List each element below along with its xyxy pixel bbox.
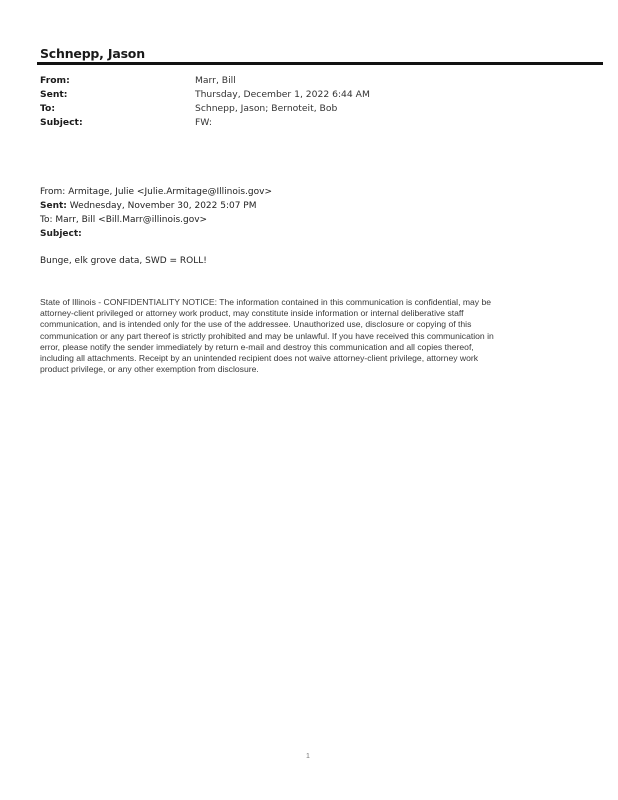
forwarded-subject-label: Subject: [40,229,82,239]
sent-label: Sent: [40,89,68,100]
forwarded-sent-label: Sent: [40,201,67,211]
notice-line: State of Illinois - CONFIDENTIALITY NOTICE: The information contained in this communication is confidential, may be [40,297,492,307]
header-divider [37,62,603,65]
subject-value: FW: [195,117,212,128]
to-label: To: [40,103,56,114]
forwarded-to-line: To: Marr, Bill <Bill.Marr@illinois.gov> [40,215,208,225]
from-label: From: [40,75,70,86]
notice-line: error, please notify the sender immediately by return e-mail and destroy this communication and all copies thereof, [40,341,474,352]
page-number: 1 [306,753,310,760]
forwarded-sent-value: Wednesday, November 30, 2022 5:07 PM [69,201,257,211]
subject-label: Subject: [40,117,83,128]
to-value: Schnepp, Jason; Bernoteit, Bob [195,103,338,114]
notice-line: attorney-client privileged or attorney work product, may constitute inside information or internal deliberative staff [40,308,464,319]
forwarded-from-line: From: Armitage, Julie <Julie.Armitage@Illinois.gov> [40,187,272,197]
confidentiality-notice [40,297,575,375]
from-value: Marr, Bill [195,75,236,86]
sent-value: Thursday, December 1, 2022 6:44 AM [195,89,370,100]
notice-line: communication, and is intended only for the use of the addressee. Unauthorized use, disclosure or copying of this [40,319,472,330]
message-body: Bunge, elk grove data, SWD = ROLL! [40,256,207,266]
forwarded-sent-line [40,200,257,213]
notice-line: product privilege, or any other exemption from disclosure. [40,364,259,375]
notice-line: communication or any part thereof is strictly prohibited and may be unlawful. If you have received this communication in [40,330,494,341]
forwarded-subject-line [40,228,82,241]
mailbox-owner-name: Schnepp, Jason [40,46,145,61]
notice-line: including all attachments. Receipt by an unintended recipient does not waive attorney-client privilege, attorney work [40,353,479,364]
